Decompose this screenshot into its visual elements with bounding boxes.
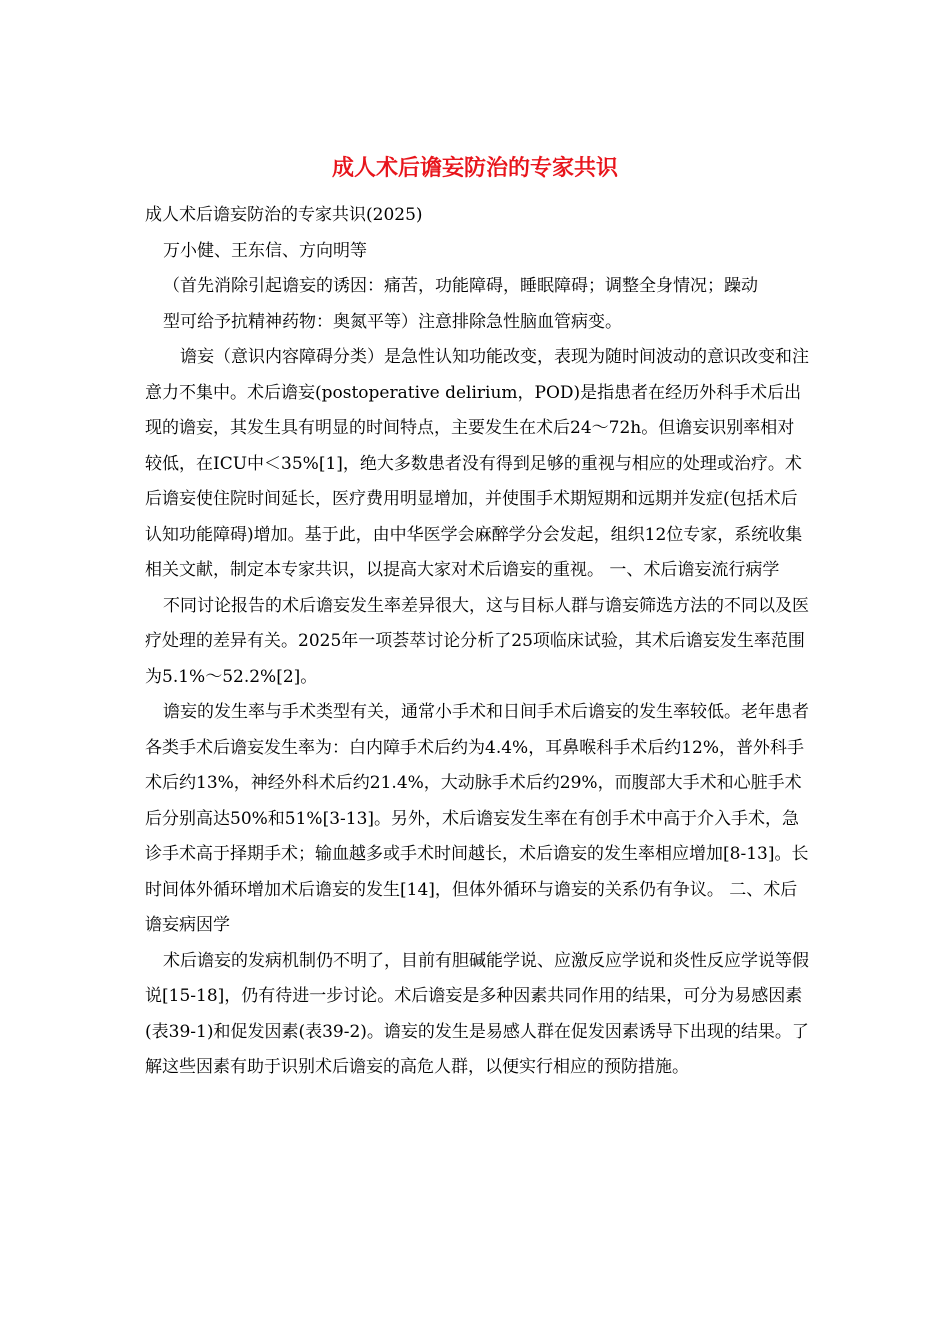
document-subtitle: 成人术后谵妄防治的专家共识(2025) (145, 205, 423, 225)
document-body (145, 198, 810, 1086)
paragraph-etiology: 术后谵妄的发病机制仍不明了，目前有胆碱能学说、应激反应学说和炎性反应学说等假说[15-18]，仍有待进一步讨论。术后谵妄是多种因素共同作用的结果，可分为易感因素(表39-1)和促发因素(表39-2)。谵妄的发生是易感人群在促发因素诱导下出现的结果。了解这些因素有助于识别术后谵妄的高危人群，以便实行相应的预防措施。 (145, 950, 809, 1077)
note-line-1: （首先消除引起谵妄的诱因：痛苦，功能障碍，睡眠障碍；调整全身情况；躁动 (163, 276, 758, 296)
paragraph-definition: 谵妄（意识内容障碍分类）是急性认知功能改变，表现为随时间波动的意识改变和注意力不集中。术后谵妄(postoperative delirium，POD)是指患者在经历外科手术后出现的谵妄，其发生具有明显的时间特点，主要发生在术后24～72h。但谵妄识别率相对较低，在ICU中＜35%[1]，绝大多数患者没有得到足够的重视与相应的处理或治疗。术后谵妄使住院时间延长，医疗费用明显增加，并使围手术期短期和远期并发症(包括术后认知功能障碍)增加。基于此，由中华医学会麻醉学分会发起，组织12位专家，系统收集相关文献，制定本专家共识，以提高大家对术后谵妄的重视。 一、术后谵妄流行病学 (145, 347, 809, 580)
authors-line: 万小健、王东信、方向明等 (163, 240, 367, 261)
document-title: 成人术后谵妄防治的专家共识 (331, 156, 618, 181)
note-line-2: 型可给予抗精神药物：奥氮平等）注意排除急性脑血管病变。 (163, 311, 622, 332)
paragraph-epidemiology: 不同讨论报告的术后谵妄发生率差异很大，这与目标人群与谵妄筛选方法的不同以及医疗处理的差异有关。2025年一项荟萃讨论分析了25项临床试验，其术后谵妄发生率范围为5.1%～52.2%[2]。 (145, 595, 809, 687)
paragraph-surgery-types: 谵妄的发生率与手术类型有关，通常小手术和日间手术后谵妄的发生率较低。老年患者各类手术后谵妄发生率为：白内障手术后约为4.4%，耳鼻喉科手术后约12%，普外科手术后约13%，神经外科术后约21.4%，大动脉手术后约29%，而腹部大手术和心脏手术后分别高达50%和51%[3-13]。另外，术后谵妄发生率在有创手术中高于介入手术，急诊手术高于择期手术；输血越多或手术时间越长，术后谵妄的发生率相应增加[8-13]。长时间体外循环增加术后谵妄的发生[14]，但体外循环与谵妄的关系仍有争议。 二、术后谵妄病因学 (145, 702, 809, 935)
